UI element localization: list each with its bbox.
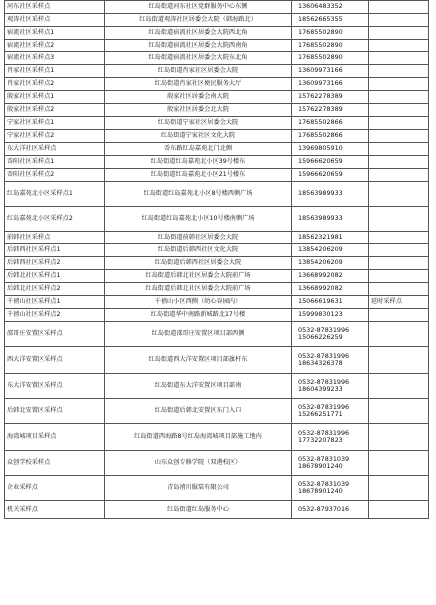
phone-number: 15762278389	[298, 105, 343, 114]
table-row	[5, 399, 429, 424]
site-name-cell: 宿流社区采样点1	[5, 27, 105, 40]
note-cell	[369, 207, 429, 232]
note-cell	[369, 52, 429, 65]
phone-cell	[292, 451, 369, 476]
site-name-cell: 肖家社区采样点2	[5, 78, 105, 91]
phone-number: 18678901240	[298, 487, 343, 495]
note-cell: 延时采样点	[369, 296, 429, 309]
note-cell	[369, 65, 429, 78]
phone-number: 17685502866	[298, 118, 343, 127]
site-name-cell: 千禧山社区采样点1	[5, 296, 105, 309]
address-cell: 红岛街道后韩西社区居委会大院	[105, 257, 292, 270]
address-cell: 红岛街道后韩西社区文化大院	[105, 244, 292, 257]
phone-number: 15266251771	[298, 410, 343, 418]
phone-number: 18563989933	[298, 214, 343, 223]
site-name-cell: 红岛嘉苑北小区采样点1	[5, 182, 105, 207]
address-cell: 殷家社区居委会北大院	[105, 104, 292, 117]
address-cell: 千禧山小区西侧（幼心谷园内）	[105, 296, 292, 309]
phone-number: 15966620659	[298, 157, 343, 166]
phone-number: 18562665355	[298, 15, 343, 24]
table-row	[5, 117, 429, 130]
address-cell: 红岛街道宿流社区居委会大院西北角	[105, 27, 292, 40]
site-name-cell: 东大洋安置区采样点	[5, 374, 105, 399]
site-name-cell: 邵哥庄安置区采样点	[5, 322, 105, 347]
phone-number: 18634326378	[298, 359, 343, 367]
site-name-cell: 后韩北社区采样点2	[5, 283, 105, 296]
phone-cell	[292, 78, 369, 91]
phone-number: 13606483352	[298, 2, 343, 11]
table-row	[5, 91, 429, 104]
table-row	[5, 501, 429, 519]
table-row	[5, 78, 429, 91]
site-name-cell: 宁家社区采样点1	[5, 117, 105, 130]
phone-cell	[292, 244, 369, 257]
site-name-cell: 前韩社区采样点	[5, 232, 105, 244]
address-cell: 红岛街道红岛嘉苑北小区10号楼南侧广场	[105, 207, 292, 232]
phone-cell	[292, 143, 369, 156]
phone-number: 0532-87937016	[298, 504, 350, 513]
phone-cell	[292, 91, 369, 104]
phone-cell	[292, 14, 369, 27]
note-cell	[369, 374, 429, 399]
note-cell	[369, 399, 429, 424]
site-name-cell: 殷家社区采样点2	[5, 104, 105, 117]
phone-number: 13854206209	[298, 245, 343, 254]
phone-cell	[292, 52, 369, 65]
phone-cell	[292, 156, 369, 169]
phone-cell	[292, 1, 369, 14]
note-cell	[369, 270, 429, 283]
phone-number: 18562321981	[298, 232, 343, 241]
phone-number: 13609973166	[298, 79, 343, 88]
table-row	[5, 40, 429, 52]
phone-number: 18563989933	[298, 189, 343, 198]
address-cell: 红岛街道红岛嘉苑北小区39号楼东	[105, 156, 292, 169]
table-row	[5, 270, 429, 283]
note-cell	[369, 501, 429, 519]
address-cell: 红岛街道后韩北社区居委会大院前广场	[105, 270, 292, 283]
phone-number: 0532-87831996	[298, 351, 350, 360]
note-cell	[369, 1, 429, 14]
site-name-cell: 红岛嘉苑北小区采样点2	[5, 207, 105, 232]
phone-cell	[292, 399, 369, 424]
site-name-cell: 宁家社区采样点2	[5, 130, 105, 143]
phone-cell	[292, 283, 369, 296]
site-name-cell: 殷家社区采样点1	[5, 91, 105, 104]
phone-cell	[292, 207, 369, 232]
table-body	[5, 1, 429, 519]
note-cell	[369, 347, 429, 374]
address-cell: 红岛街道肖家社区便民服务大厅	[105, 78, 292, 91]
table-row	[5, 424, 429, 451]
phone-cell	[292, 169, 369, 182]
phone-number: 17685502866	[298, 131, 343, 140]
phone-number: 0532-87831039	[298, 479, 350, 488]
table-row	[5, 156, 429, 169]
address-cell: 红岛街道河东社区党群服务中心东侧	[105, 1, 292, 14]
phone-number: 17685502890	[298, 53, 343, 62]
site-name-cell: 众创学校采样点	[5, 451, 105, 476]
phone-cell	[292, 182, 369, 207]
address-cell: 红岛街道宿流社区居委会大院西南角	[105, 40, 292, 52]
phone-cell	[292, 476, 369, 501]
address-cell: 红岛街道红岛服务中心	[105, 501, 292, 519]
phone-cell	[292, 424, 369, 451]
note-cell	[369, 104, 429, 117]
phone-cell	[292, 309, 369, 322]
note-cell	[369, 283, 429, 296]
note-cell	[369, 78, 429, 91]
address-cell: 红岛街道观涛社区居委会大院（韩海路北）	[105, 14, 292, 27]
address-cell: 红岛街道前韩社区居委会大院	[105, 232, 292, 244]
phone-number: 15762278389	[298, 92, 343, 101]
phone-cell	[292, 65, 369, 78]
phone-number: 17685502890	[298, 40, 343, 49]
address-cell: 红岛街道华中南路新城路北17号楼	[105, 309, 292, 322]
phone-number: 0532-87831039	[298, 454, 350, 463]
table-row	[5, 104, 429, 117]
table-row	[5, 169, 429, 182]
phone-number: 0532-87831996	[298, 377, 350, 386]
note-cell	[369, 476, 429, 501]
site-name-cell: 观涛社区采样点	[5, 14, 105, 27]
table-row	[5, 1, 429, 14]
table-row	[5, 65, 429, 78]
phone-number: 13609973166	[298, 66, 343, 75]
note-cell	[369, 130, 429, 143]
phone-number: 15066226259	[298, 333, 343, 341]
table-row	[5, 27, 429, 40]
note-cell	[369, 156, 429, 169]
note-cell	[369, 169, 429, 182]
address-cell: 红岛街道邵哥庄安置区项目部西侧	[105, 322, 292, 347]
address-cell: 红岛街道肖家社区居委会大院	[105, 65, 292, 78]
phone-number: 0532-87831996	[298, 402, 350, 411]
table-row	[5, 52, 429, 65]
phone-number: 17732207823	[298, 436, 343, 444]
table-row	[5, 143, 429, 156]
table-row	[5, 182, 429, 207]
phone-cell	[292, 257, 369, 270]
site-name-cell: 宿流社区采样点3	[5, 52, 105, 65]
site-name-cell: 千禧山社区采样点2	[5, 309, 105, 322]
site-name-cell: 海湾城项目采样点	[5, 424, 105, 451]
phone-number: 15966620659	[298, 170, 343, 179]
address-cell: 红岛街道后韩北安置区东门入口	[105, 399, 292, 424]
site-name-cell: 后韩北社区采样点1	[5, 270, 105, 283]
phone-number: 15999830123	[298, 310, 343, 319]
phone-number: 13668992082	[298, 271, 343, 280]
table-row	[5, 476, 429, 501]
note-cell	[369, 232, 429, 244]
note-cell	[369, 117, 429, 130]
table-row	[5, 451, 429, 476]
note-cell	[369, 27, 429, 40]
table-row	[5, 207, 429, 232]
table-row	[5, 374, 429, 399]
sampling-points-table	[4, 0, 429, 519]
address-cell: 红岛街道宿流社区居委会大院东北角	[105, 52, 292, 65]
address-cell: 红岛街道西大洋安置区项目部旗杆东	[105, 347, 292, 374]
table-row	[5, 257, 429, 270]
address-cell: 红岛街道西海路8号红岛海湾城项目部施工地内	[105, 424, 292, 451]
site-name-cell: 机关采样点	[5, 501, 105, 519]
site-name-cell: 宿流社区采样点2	[5, 40, 105, 52]
phone-number: 13668992082	[298, 284, 343, 293]
address-cell: 岙东路红岛嘉苑北门北侧	[105, 143, 292, 156]
note-cell	[369, 451, 429, 476]
site-name-cell: 岙阳社区采样点1	[5, 156, 105, 169]
note-cell	[369, 257, 429, 270]
address-cell: 红岛街道宁家社区居委会大院	[105, 117, 292, 130]
phone-cell	[292, 347, 369, 374]
site-name-cell: 后韩西社区采样点2	[5, 257, 105, 270]
table-row	[5, 244, 429, 257]
site-name-cell: 后韩西社区采样点1	[5, 244, 105, 257]
phone-cell	[292, 130, 369, 143]
note-cell	[369, 91, 429, 104]
note-cell	[369, 143, 429, 156]
note-cell	[369, 182, 429, 207]
phone-number: 0532-87831996	[298, 428, 350, 437]
address-cell: 红岛街道东大洋安置区项目部南	[105, 374, 292, 399]
phone-number: 13969805910	[298, 144, 343, 153]
phone-cell	[292, 117, 369, 130]
phone-cell	[292, 322, 369, 347]
table-row	[5, 322, 429, 347]
phone-cell	[292, 270, 369, 283]
address-cell: 红岛街道红岛嘉苑北小区21号楼东	[105, 169, 292, 182]
address-cell: 红岛街道红岛嘉苑北小区8号楼西侧广场	[105, 182, 292, 207]
table-row	[5, 296, 429, 309]
address-cell: 山东众创专修学院（双港校区）	[105, 451, 292, 476]
table-row	[5, 309, 429, 322]
address-cell: 殷家社区居委会南大院	[105, 91, 292, 104]
phone-cell	[292, 296, 369, 309]
phone-cell	[292, 104, 369, 117]
phone-number: 13854206209	[298, 258, 343, 267]
site-name-cell: 企业采样点	[5, 476, 105, 501]
table-row	[5, 130, 429, 143]
site-name-cell: 肖家社区采样点1	[5, 65, 105, 78]
table-row	[5, 14, 429, 27]
phone-cell	[292, 40, 369, 52]
note-cell	[369, 424, 429, 451]
phone-number: 17685502890	[298, 28, 343, 37]
site-name-cell: 河东社区采样点	[5, 1, 105, 14]
site-name-cell: 东大洋社区采样点	[5, 143, 105, 156]
address-cell: 青岛禧川服装有限公司	[105, 476, 292, 501]
note-cell	[369, 309, 429, 322]
note-cell	[369, 14, 429, 27]
phone-number: 18604399233	[298, 385, 343, 393]
phone-number: 15066619631	[298, 297, 343, 306]
table-row	[5, 232, 429, 244]
phone-cell	[292, 27, 369, 40]
phone-number: 0532-87831996	[298, 325, 350, 334]
table-row	[5, 347, 429, 374]
phone-cell	[292, 374, 369, 399]
note-cell	[369, 322, 429, 347]
site-name-cell: 岙阳社区采样点2	[5, 169, 105, 182]
address-cell: 红岛街道宁家社区文化大院	[105, 130, 292, 143]
note-cell	[369, 40, 429, 52]
site-name-cell: 后韩北安置区采样点	[5, 399, 105, 424]
table-row	[5, 283, 429, 296]
address-cell: 红岛街道后韩北社区居委会大院前广场	[105, 283, 292, 296]
phone-cell	[292, 232, 369, 244]
phone-cell	[292, 501, 369, 519]
phone-number: 18678901240	[298, 462, 343, 470]
note-cell	[369, 244, 429, 257]
site-name-cell: 西大洋安置区采样点	[5, 347, 105, 374]
